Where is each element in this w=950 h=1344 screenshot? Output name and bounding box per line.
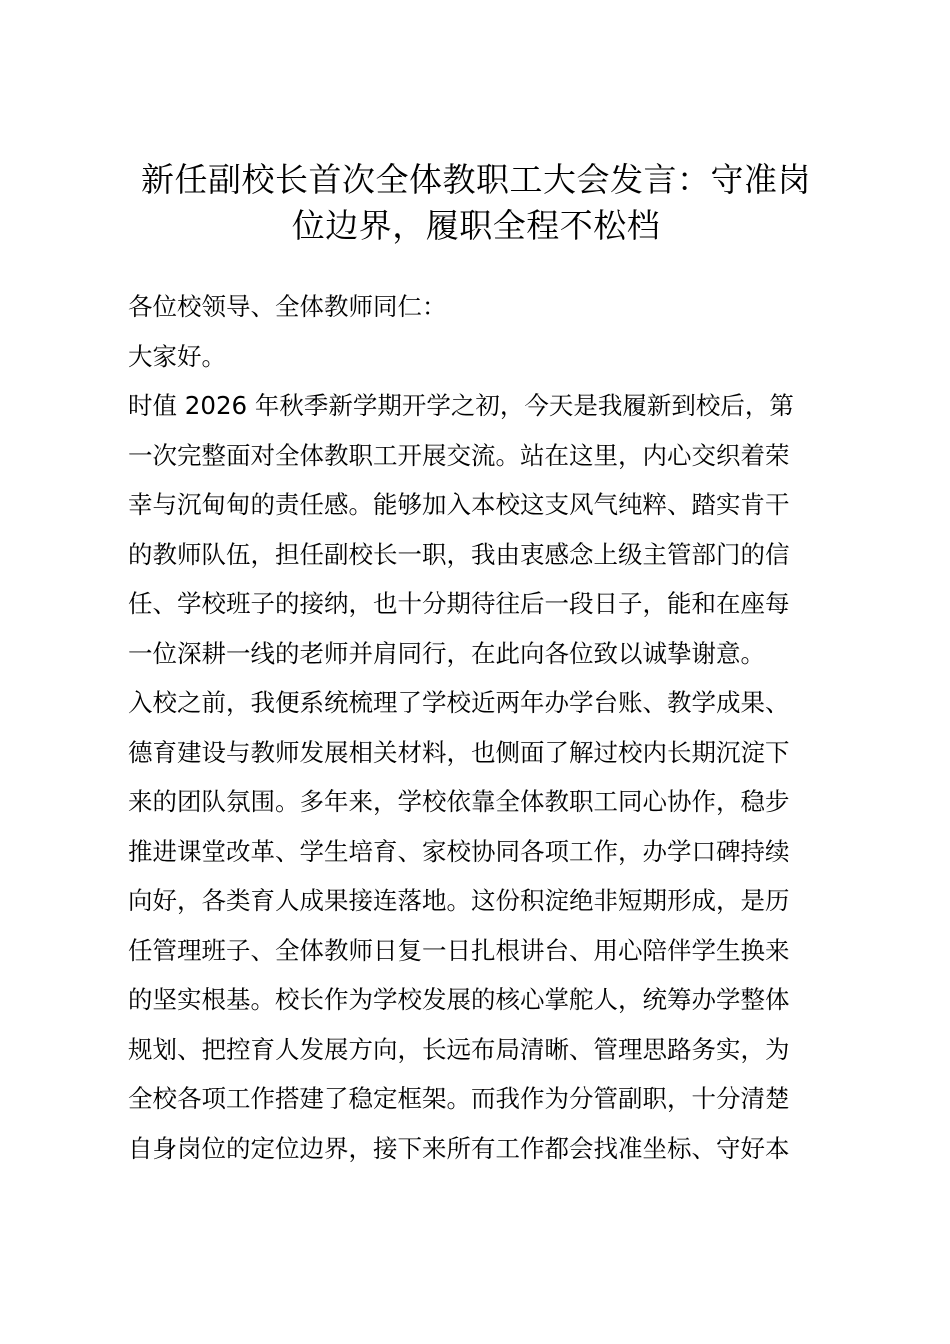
body-line: 自身岗位的定位边界，接下来所有工作都会找准坐标、守好本	[128, 1133, 790, 1163]
body-line: 任管理班子、全体教师日复一日扎根讲台、用心陪伴学生换来	[128, 935, 790, 965]
body-line: 推进课堂改革、学生培育、家校协同各项工作，办学口碑持续	[128, 836, 790, 866]
body-line: 向好，各类育人成果接连落地。这份积淀绝非短期形成，是历	[128, 886, 790, 915]
body-line: 任、学校班子的接纳，也十分期待往后一段日子，能和在座每	[128, 589, 790, 618]
body-line: 德育建设与教师发展相关材料，也侧面了解过校内长期沉淀下	[128, 737, 790, 767]
body-line: 全校各项工作搭建了稳定框架。而我作为分管副职，十分清楚	[128, 1084, 790, 1113]
body-line: 一位深耕一线的老师并肩同行，在此向各位致以诚挚谢意。	[128, 638, 765, 668]
body-line: 规划、把控育人发展方向，长远布局清晰、管理思路务实，为	[128, 1034, 790, 1064]
greeting: 大家好。	[128, 341, 226, 371]
body-line: 的坚实根基。校长作为学校发展的核心掌舵人，统筹办学整体	[128, 985, 790, 1014]
title-line: 位边界，履职全程不松档	[291, 206, 661, 245]
body-line: 的教师队伍，担任副校长一职，我由衷感念上级主管部门的信	[128, 539, 790, 569]
body-line: 入校之前，我便系统梳理了学校近两年办学台账、教学成果、	[128, 688, 790, 717]
salutation: 各位校领导、全体教师同仁：	[128, 292, 447, 321]
document-body	[128, 282, 838, 1173]
body-line: 来的团队氛围。多年来，学校依靠全体教职工同心协作，稳步	[128, 787, 790, 816]
body-line: 幸与沉甸甸的责任感。能够加入本校这支风气纯粹、踏实肯干	[128, 490, 790, 519]
title-line: 新任副校长首次全体教职工大会发言：守准岗	[141, 160, 811, 199]
body-line: 一次完整面对全体教职工开展交流。站在这里，内心交织着荣	[128, 440, 790, 470]
document-title	[120, 157, 832, 249]
body-line: 时值 2026 年秋季新学期开学之初，今天是我履新到校后，第	[128, 391, 794, 420]
